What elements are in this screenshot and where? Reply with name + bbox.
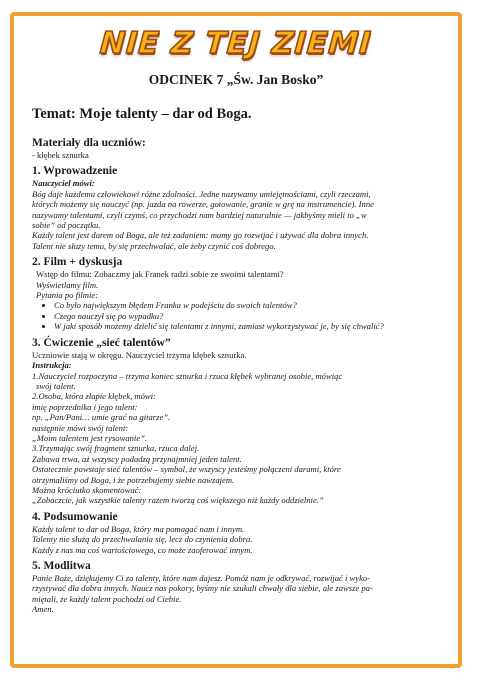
text-line: Zabawa trwa, aż wszyscy podadzą przynajmniej jeden talent. [32, 453, 242, 464]
section-2-questions-label: Pytania po filmie: [36, 290, 99, 301]
logo [14, 26, 458, 61]
text-line: „Moim talentem jest rysowanie”. [32, 432, 148, 443]
text-line: Każdy z nas ma coś wartościowego, co może zaoferować innym. [32, 544, 253, 555]
logo-text: NIE Z TEJ ZIEMI [99, 26, 373, 61]
text-line: swój talent. [36, 380, 76, 391]
text-line: „Zobaczcie, jak wszystkie talenty razem tworzą coś większego niż każdy oddzielnie.” [32, 495, 324, 506]
text-line: 1.Nauczyciel rozpoczyna – trzyma koniec sznurka i rzuca kłębek wybranej osobie, mówiąc [32, 370, 343, 381]
section-4-heading: 4. Podsumowanie [32, 510, 118, 523]
text-line: imię poprzednika i jego talent: [32, 401, 138, 412]
lesson-content [32, 137, 444, 615]
section-1-subheading: Nauczyciel mówi: [32, 178, 95, 189]
section-2-intro: Wstęp do filmu: Zobaczmy jak Franek radzi sobie ze swoimi talentami? [36, 269, 284, 280]
section-3-instruction-label: Instrukcja: [32, 360, 72, 371]
section-5-heading: 5. Modlitwa [32, 560, 91, 572]
materials-item: - kłębek sznurka [32, 150, 89, 160]
text-line: Panie Boże, dziękujemy Ci za talenty, które nam dajesz. Pomóż nam je odkrywać, rozwijać i wyko- [32, 573, 371, 583]
section-4-body [32, 524, 444, 555]
text-line: Talent nie służy temu, by się przechwalać, ale żeby czynić coś dobrego. [32, 240, 276, 251]
text-line: 2.Osoba, która złapie kłębek, mówi: [32, 391, 156, 402]
episode-title: ODCINEK 7 „Św. Jan Bosko” [148, 72, 324, 87]
section-2-heading: 2. Film + dyskusja [32, 256, 123, 269]
text-line: Każdy talent to dar od Boga, który ma pomagać nam i innym. [32, 523, 245, 534]
worksheet-page [10, 12, 462, 668]
text-line: Amen. [32, 604, 54, 615]
section-3-body [32, 371, 444, 506]
materials-heading: Materiały dla uczniów: [32, 137, 146, 149]
text-line: których możemy się nauczyć (np. jazda na rowerze, gotowanie, granie w grę na instrumencie). Inne [32, 199, 374, 210]
list-item: • W jaki sposób możemy dzielić się talentami z innymi, zamiast wykorzystywać je, by się chwalić? [54, 321, 444, 331]
text-line: Ostatecznie powstaje sieć talentów – symbol, że wszyscy jesteśmy połączeni darami, które [32, 464, 341, 475]
text-line: otrzymaliśmy od Boga, i że potrzebujemy siebie nawzajem. [32, 474, 235, 485]
text-line: Talenty nie służą do przechwalania się, lecz do czynienia dobra. [32, 534, 253, 545]
text-line: następnie mówi swój talent: [32, 422, 129, 433]
text-line: nazywamy talentami, czyli czymś, co przychodzi nam bardziej naturalnie — jakbyśmy mieli to „w [32, 209, 367, 220]
text-line: Bóg daje każdemu człowiekowi różne zdolności. Jedne nazywamy umiejętnościami, czyli rzeczami, [32, 188, 371, 199]
section-1-body [32, 189, 444, 251]
text-line: np. „Pan/Pani… umie grać na gitarze”. [32, 412, 171, 423]
section-5-body [32, 573, 444, 615]
section-3-heading: 3. Ćwiczenie „sieć talentów” [32, 336, 171, 349]
list-item: • Czego nauczył się po wypadku? [54, 311, 444, 321]
text-line: sobie” od początku. [32, 220, 101, 231]
text-line: rzystywać dla dobra innych. Naucz nas pokory, byśmy nie szukali chwały dla siebie, ale zawsze pa- [32, 583, 373, 594]
section-2-play: Wyświetlamy film. [36, 279, 99, 290]
text-line: 3.Trzymając swój fragment sznurka, rzuca dalej. [32, 443, 200, 454]
question-list [32, 300, 444, 331]
list-item: • Co było największym błędem Franka w podejściu do swoich talentów? [54, 300, 444, 310]
section-3-line: Uczniowie stają w okręgu. Nauczyciel trzyma kłębek sznurka. [32, 349, 247, 360]
section-1-heading: 1. Wprowadzenie [32, 165, 118, 178]
text-line: miętali, że każdy talent pochodzi od Ciebie. [32, 593, 182, 604]
text-line: Można króciutko skomentować: [32, 484, 142, 495]
lesson-topic: Temat: Moje talenty – dar od Boga. [32, 106, 252, 122]
text-line: Każdy talent jest darem od Boga, ale też zadaniem: mamy go rozwijać i używać dla dobra innych. [32, 230, 369, 241]
